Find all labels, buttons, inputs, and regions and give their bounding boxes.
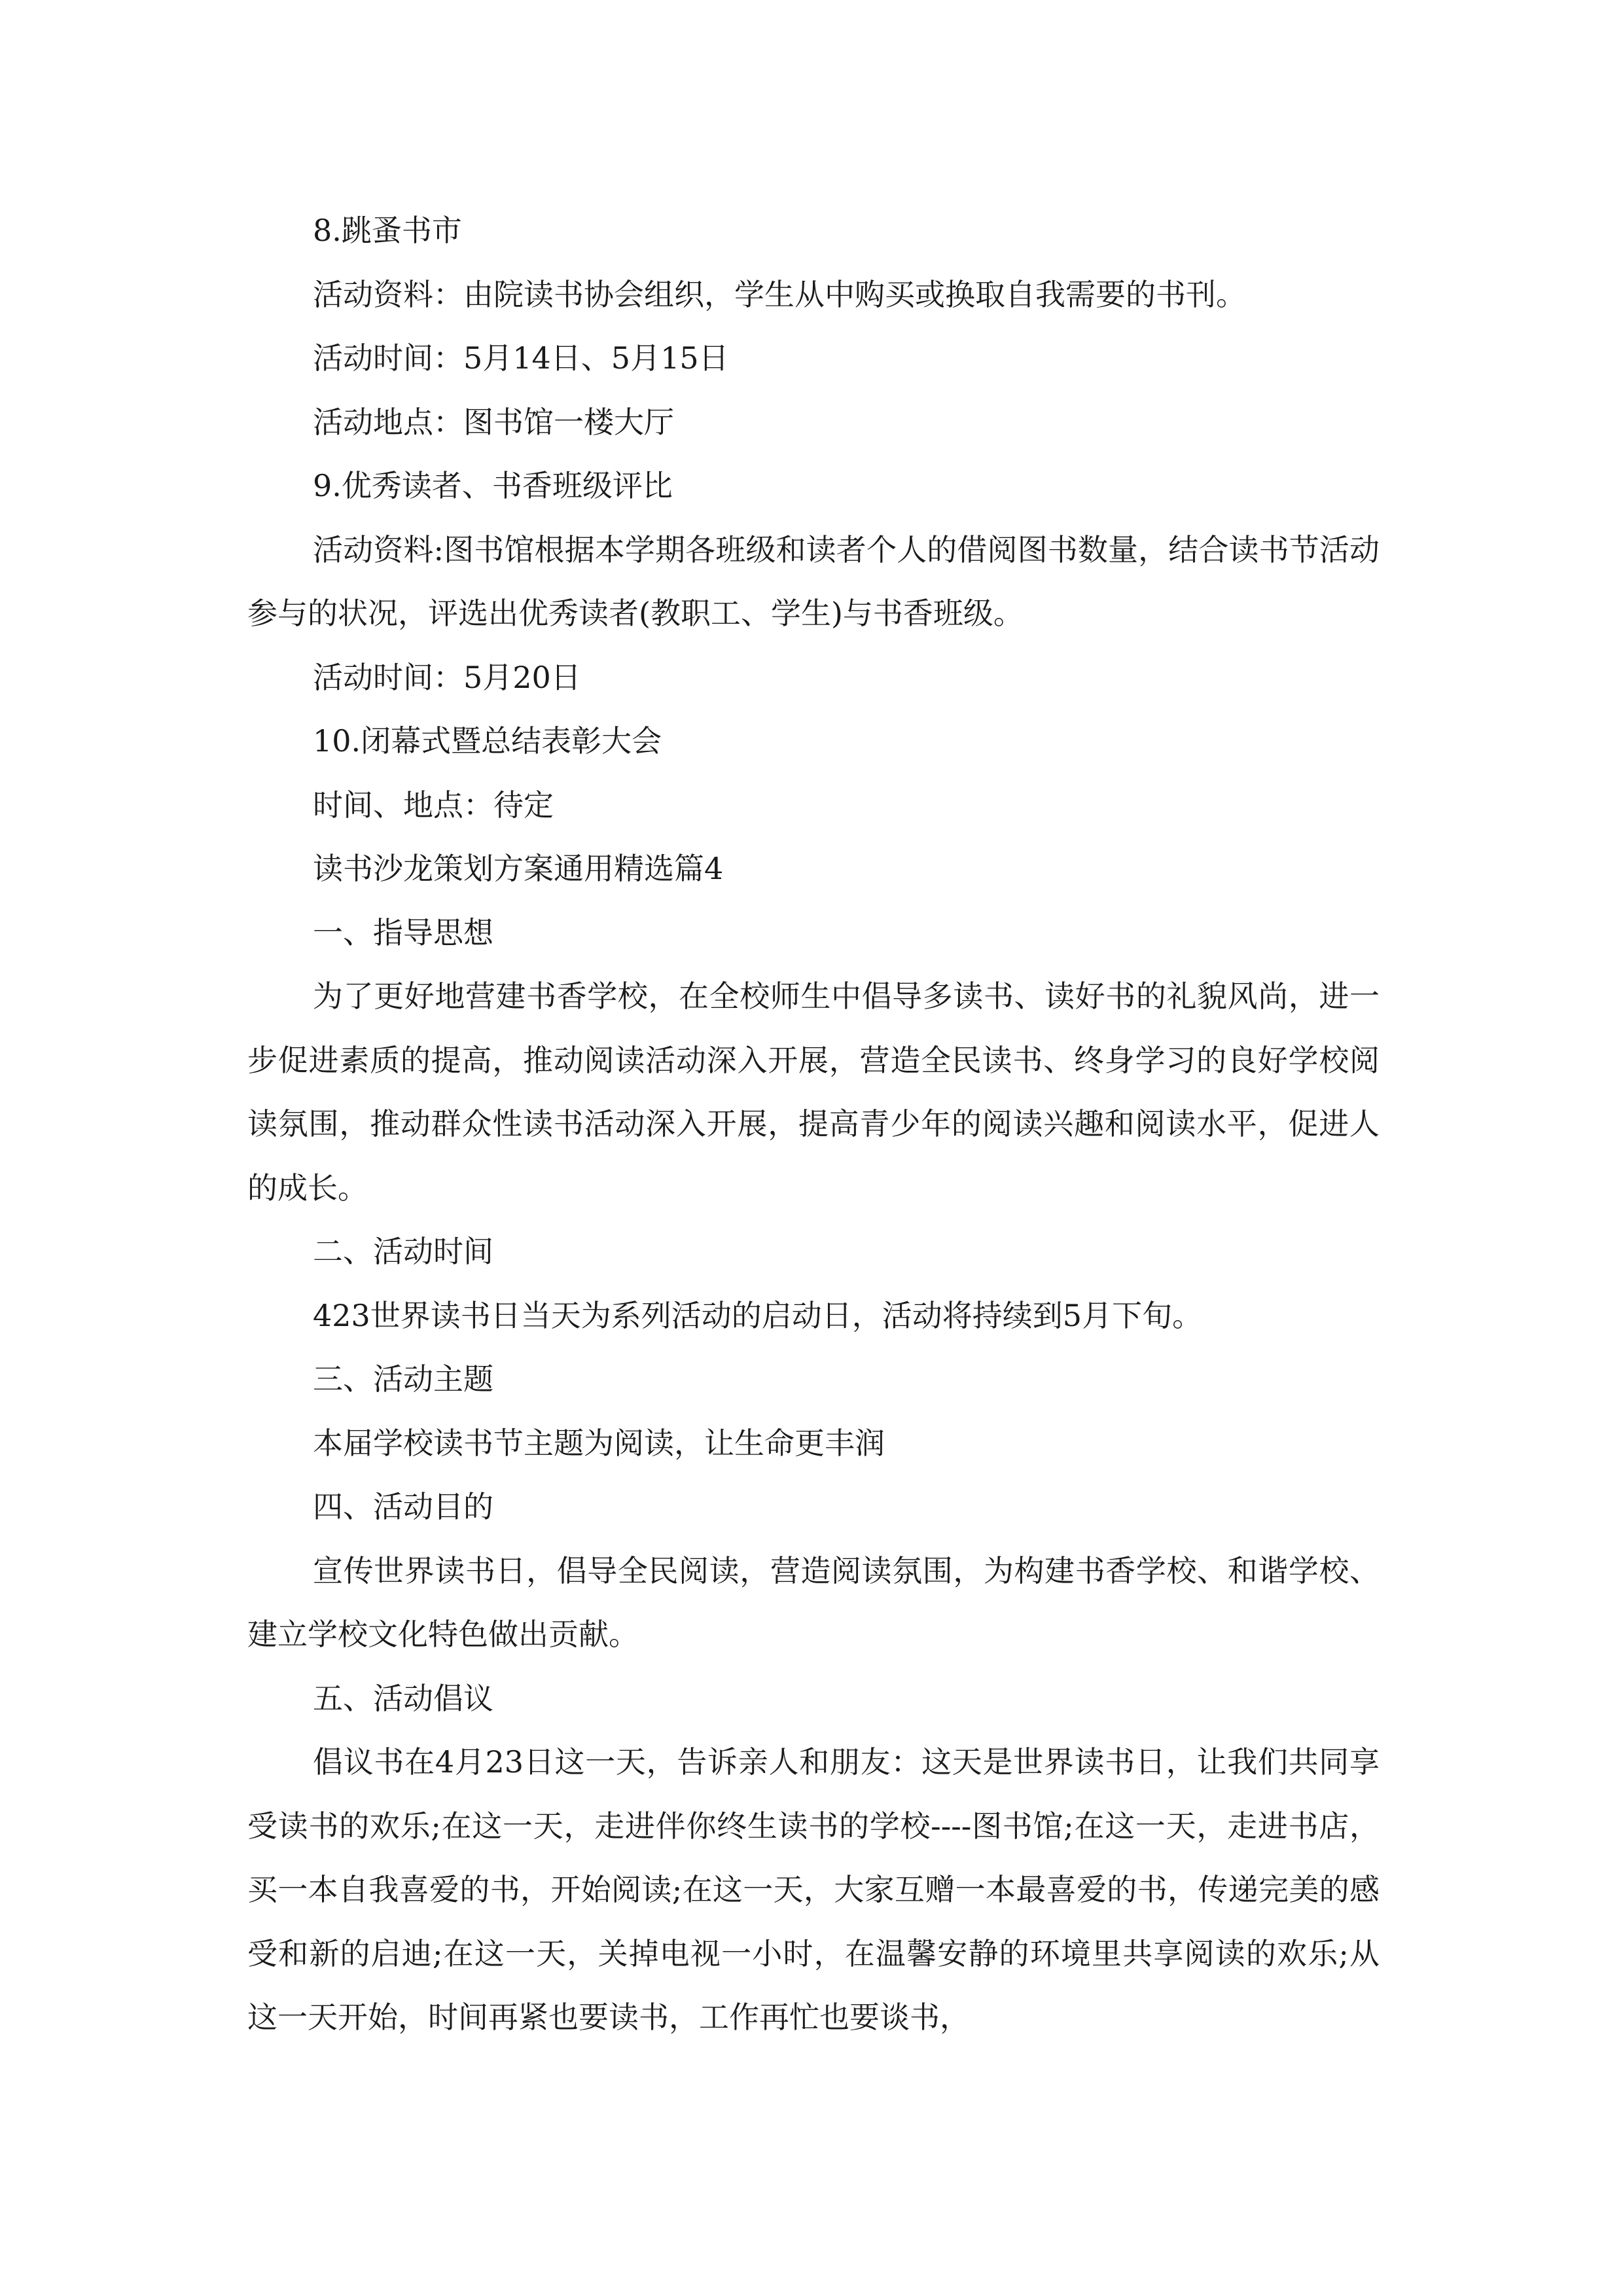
closing-ceremony-time-location: 时间、地点：待定 (313, 787, 554, 823)
flea-market-time: 活动时间：5月14日、5月15日 (313, 340, 729, 376)
flea-market-content: 活动资料：由院读书协会组织，学生从中购买或换取自我需要的书刊。 (313, 276, 1246, 312)
section-heading-reader-selection: 9.优秀读者、书香班级评比 (313, 468, 673, 503)
activity-initiative-content: 倡议书在4月23日这一天，告诉亲人和朋友：这天是世界读书日，让我们共同享受读书的欢乐;在这一天，走进伴你终生读书的学校----图书馆;在这一天，走进书店，买一本自我喜爱的书，开始阅读;在这一天，大家互赠一本最喜爱的书，传递完美的感受和新的启迪;在这一天，关掉电视一小时，在温馨安静的环境里共享阅读的欢乐;从这一天开始，时间再紧也要读书，工作再忙也要谈书， (247, 1744, 1380, 2035)
activity-time-content: 423世界读书日当天为系列活动的启动日，活动将持续到5月下旬。 (313, 1297, 1203, 1333)
section-heading-flea-market: 8.跳蚤书市 (313, 213, 462, 248)
section-heading-activity-initiative: 五、活动倡议 (313, 1680, 493, 1716)
flea-market-location: 活动地点：图书馆一楼大厅 (313, 404, 674, 440)
section-heading-activity-time: 二、活动时间 (313, 1234, 493, 1269)
guiding-thought-content: 为了更好地营建书香学校，在全校师生中倡导多读书、读好书的礼貌风尚，进一步促进素质的提高，推动阅读活动深入开展，营造全民读书、终身学习的良好学校阅读氛围，推动群众性读书活动深入开展，提高青少年的阅读兴趣和阅读水平，促进人的成长。 (247, 978, 1380, 1206)
plan-title: 读书沙龙策划方案通用精选篇4 (313, 851, 724, 886)
section-heading-guiding-thought: 一、指导思想 (313, 914, 493, 950)
activity-theme-content: 本届学校读书节主题为阅读，让生命更丰润 (313, 1425, 885, 1461)
section-heading-activity-purpose: 四、活动目的 (313, 1489, 493, 1524)
document-body (247, 199, 1380, 2050)
reader-selection-content: 活动资料:图书馆根据本学期各班级和读者个人的借阅图书数量，结合读书节活动参与的状况，评选出优秀读者(教职工、学生)与书香班级。 (247, 531, 1380, 631)
section-heading-activity-theme: 三、活动主题 (313, 1361, 493, 1397)
activity-purpose-content: 宣传世界读书日，倡导全民阅读，营造阅读氛围，为构建书香学校、和谐学校、建立学校文化特色做出贡献。 (247, 1552, 1380, 1652)
reader-selection-time: 活动时间：5月20日 (313, 659, 581, 695)
section-heading-closing-ceremony: 10.闭幕式暨总结表彰大会 (313, 723, 662, 759)
